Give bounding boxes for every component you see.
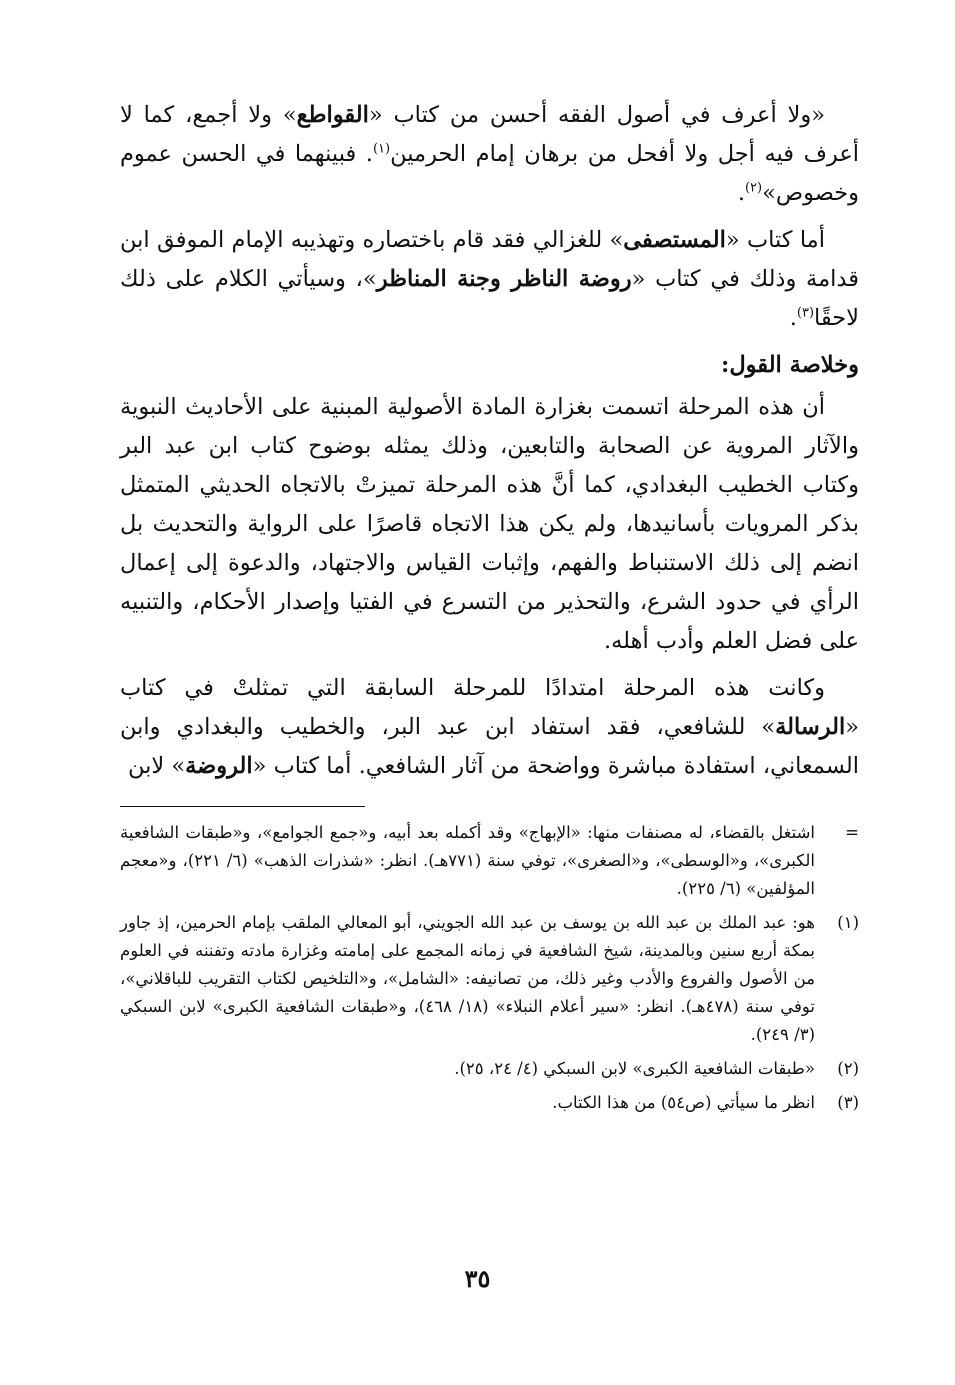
footnote-text: اشتغل بالقضاء، له مصنفات منها: «الإبهاج» وقد أكمله بعد أبيه، و«جمع الجوامع»، و«طبقات الشافعية الكبرى»، و«الوسطى»، و«الصغرى»، توفي سنة (٧٧١هـ). انظر: «شذرات الذهب» (٦/ ٢٢١)، و«معجم المؤلفين» (٦/ ٢٢٥). — [120, 823, 815, 898]
extension-paragraph: وكانت هذه المرحلة امتدادًا للمرحلة السابقة التي تمثلتْ في كتاب «الرسالة» للشافعي، فقد استفاد ابن عبد البر، والخطيب والبغدادي وابن السمعاني، استفادة مباشرة وواضحة من آثار الشافعي. أما كتاب «الروضة» لابن — [120, 675, 859, 779]
mustasfa-paragraph: أما كتاب «المستصفى» للغزالي فقد قام باختصاره وتهذيبه الإمام الموفق ابن قدامة وذلك في كتاب «روضة الناظر وجنة المناظر»، وسيأتي الكلام على ذلك لاحقًا$^{(٣)}$. — [120, 227, 859, 331]
footnote-3 — [120, 1089, 859, 1117]
page-content — [120, 96, 859, 1123]
footnote-text: هو: عبد الملك بن عبد الله بن يوسف بن عبد الله الجويني، أبو المعالي الملقب بإمام الحرمين، إذ جاور بمكة أربع سنين وبالمدينة، شيخ الشافعية في زمانه المجمع على إمامته وغزارة مادته وتفننه في العلوم من الأصول والفروع والأدب وغير ذلك، من تصانيفه: «الشامل»، و«التلخيص لكتاب التقريب للباقلاني»، توفي سنة (٤٧٨هـ). انظر: «سير أعلام النبلاء» (١٨/ ٤٦٨)، و«طبقات الشافعية الكبرى» لابن السبكي (٣/ ٢٤٩). — [120, 913, 815, 1044]
book-title: القواطع — [296, 102, 369, 128]
footnote-2 — [120, 1055, 859, 1083]
page-number: ٣٥ — [464, 1264, 491, 1293]
section-heading: وخلاصة القول: — [721, 352, 859, 378]
footnote-text: «طبقات الشافعية الكبرى» لابن السبكي (٤/ ٢٤، ٢٥). — [454, 1059, 815, 1078]
continuation-marker: = — [845, 823, 859, 842]
footnote-ref[interactable]: (١) — [372, 141, 391, 157]
footnote-ref[interactable]: (٣) — [796, 305, 815, 321]
footnote-divider — [120, 806, 365, 807]
book-title: روضة الناظر وجنة المناظر — [376, 266, 632, 292]
footnote-text: انظر ما سيأتي (ص٥٤) من هذا الكتاب. — [552, 1093, 815, 1112]
book-title: الرسالة — [775, 714, 846, 740]
footnote-ref[interactable]: (٢) — [744, 180, 763, 196]
book-title: الروضة — [185, 753, 253, 779]
footnote-1 — [120, 909, 859, 1049]
summary-paragraph: أن هذه المرحلة اتسمت بغزارة المادة الأصولية المبنية على الأحاديث النبوية والآثار المروية عن الصحابة والتابعين، وذلك يمثله بوضوح كتاب ابن عبد البر وكتاب الخطيب البغدادي، كما أنَّ هذه المرحلة تميزتْ بالاتجاه الحديثي المتمثل بذكر المرويات بأسانيدها، ولم يكن هذا الاتجاه قاصرًا على الرواية والتحديث بل انضم إلى ذلك الاستنباط والفهم، وإثبات القياس والاجتهاد، والدعوة إلى إعمال الرأي في حدود الشرع، والتحذير من التسرع في الفتيا وإصدار الأحكام، والتنبيه على فضل العلم وأدب أهله. — [120, 394, 859, 654]
footnote-continuation — [120, 819, 859, 903]
quote-paragraph: «ولا أعرف في أصول الفقه أحسن من كتاب «القواطع» ولا أجمع، كما لا أعرف فيه أجل ولا أفحل من برهان إمام الحرمين$^{(١)}$. فبينهما في الحسن عموم وخصوص»$^{(٢)}$. — [120, 102, 859, 206]
footnote-number: (١) — [837, 913, 859, 932]
book-title: المستصفى — [623, 227, 726, 253]
footnote-number: (٢) — [837, 1059, 859, 1078]
footnote-number: (٣) — [837, 1093, 859, 1112]
